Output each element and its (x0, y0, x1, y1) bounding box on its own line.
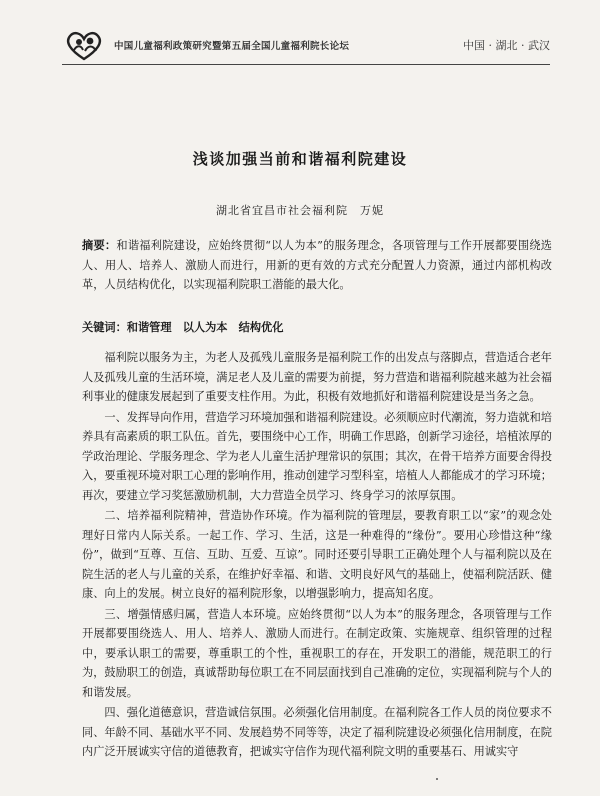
abstract-label: 摘要： (82, 238, 117, 252)
body-paragraph: 三、增强情感归属，营造人本环境。应始终贯彻“以人为本”的服务理念，各项管理与工作开展都要围绕选人、用人、培养人、激励人而进行。在制定政策、实施规章、组织管理的过程中，要承认职工的需要，尊重职工的个性，重视职工的存在，开发职工的潜能，规范职工的行为，鼓励职工的创造，真诚帮助每位职工在不同层面找到自己准确的定位，实现福利院与个人的和谐发展。 (82, 607, 552, 699)
header-divider (62, 64, 550, 65)
running-header (62, 28, 550, 64)
scan-speck (436, 778, 438, 780)
article-title: 浅谈加强当前和谐福利院建设 (192, 150, 408, 168)
forum-logo-icon (62, 28, 106, 62)
keywords-text: 和谐管理 以人为本 结构优化 (126, 320, 284, 334)
body-paragraph: 福利院以服务为主，为老人及孤残儿童服务是福利院工作的出发点与落脚点，营造适合老年人及孤残儿童的生活环境，满足老人及儿童的需要为前提，努力营造和谐福利院越来越为社会福利事业的健康发展起到了重要支柱作用。为此，积极有效地抓好和谐福利院建设是当务之急。 (82, 351, 552, 403)
abstract-text: 和谐福利院建设，应始终贯彻“以人为本”的服务理念，各项管理与工作开展都要围绕选人、用人、培养人、激励人而进行，用新的更有效的方式充分配置人力资源，通过内部机构改革，人员结构优化，以实现福利院职工潜能的最大化。 (82, 239, 552, 291)
abstract (82, 236, 552, 295)
body-paragraph: 四、强化道德意识，营造诚信氛围。必须强化信用制度。在福利院各工作人员的岗位要求不同、年龄不同、基础水平不同、发展趋势不同等等，决定了福利院建设必须强化信用制度，在院内广泛开展诚实守信的道德教育，把诚实守信作为现代福利院文明的重要基石、用诚实守 (82, 706, 552, 758)
body-paragraph: 二、培养福利院精神，营造协作环境。作为福利院的管理层，要教育职工以“家”的观念处理好日常内人际关系。一起工作、学习、生活，这是一种难得的“缘份”。要用心珍惜这种“缘份”，做到“互尊、互信、互助、互爱、互谅”。同时还要引导职工正确处理个人与福利院以及在院生活的老人与儿童的关系，在维护好幸福、和谐、文明良好风气的基础上，使福利院活跃、健康、向上的发展。树立良好的福利院形象，以增强影响力，提高知名度。 (82, 509, 552, 600)
keywords-label: 关键词： (82, 320, 127, 334)
keywords (82, 318, 552, 338)
body-paragraph: 一、发挥导向作用，营造学习环境加强和谐福利院建设。必须顺应时代潮流，努力造就和培养具有高素质的职工队伍。首先，要围绕中心工作，明确工作思路，创新学习途径，培植浓厚的学政治理论、学服务理念、学为老人儿童生活护理常识的氛围；其次，在骨干培养方面要舍得投入，要重视环境对职工心理的影响作用，推动创建学习型科室，培植人人都能成才的学习环境；再次，要建立学习奖惩激励机制，大力营造全员学习、终身学习的浓厚氛围。 (82, 410, 552, 502)
author-line: 湖北省宜昌市社会福利院 万妮 (216, 204, 384, 217)
article-body (82, 348, 552, 763)
running-title: 中国儿童福利政策研究暨第五届全国儿童福利院长论坛 (114, 41, 350, 52)
header-location: 中国 · 湖北 · 武汉 (463, 39, 550, 52)
